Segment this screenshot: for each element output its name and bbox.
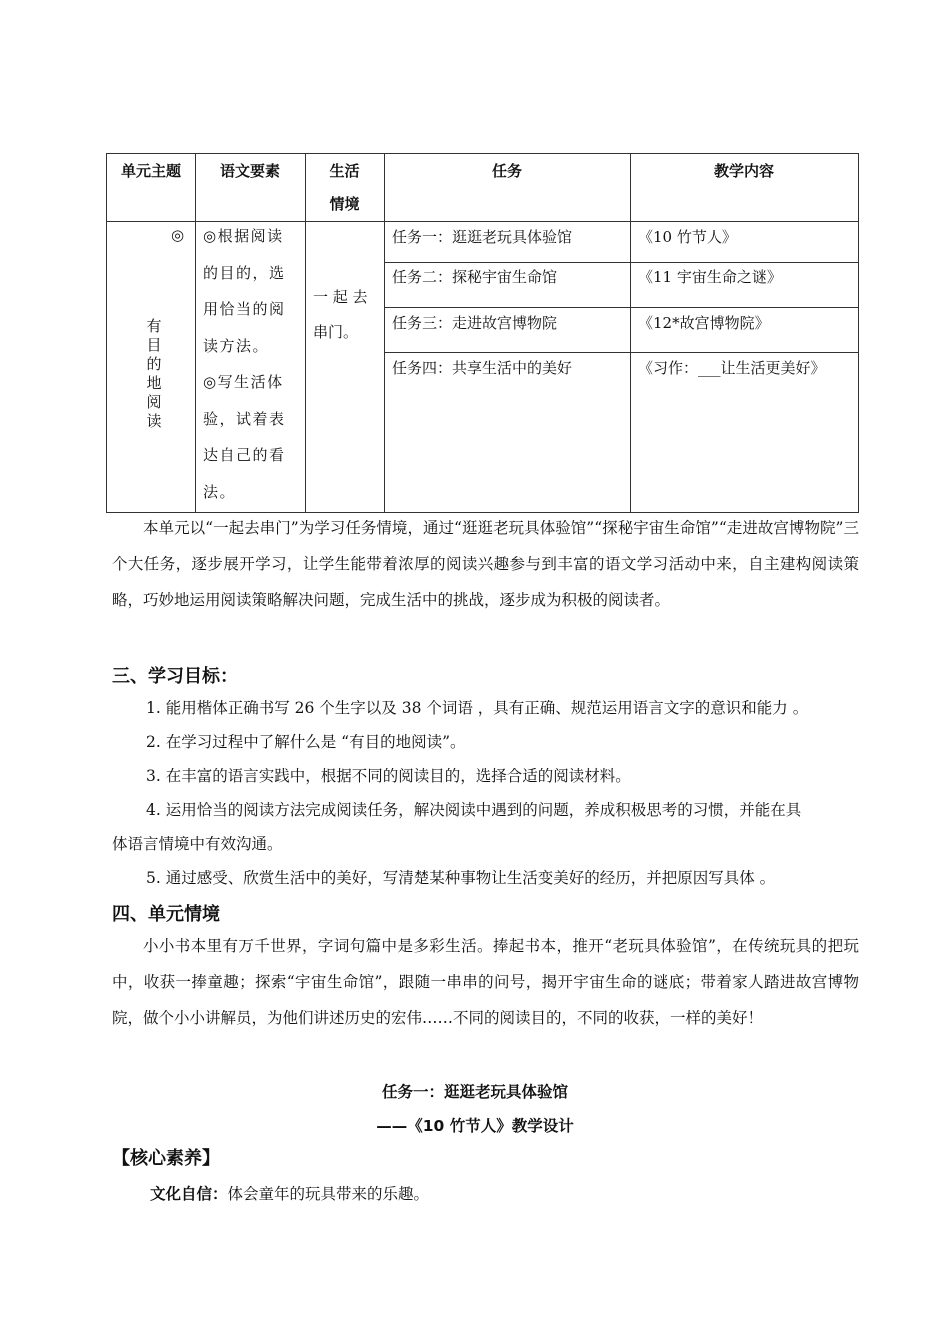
scene-text — [313, 280, 383, 350]
header-content: 教学内容 — [713, 162, 774, 180]
goal-item-2: 2. 在学习过程中了解什么是 “有目的地阅读”。 — [146, 733, 466, 751]
goal-item-4: 4. 运用恰当的阅读方法完成阅读任务，解决阅读中遇到的问题，养成积极思考的习惯，并能在具 — [146, 801, 802, 819]
lang-line: ◎根据阅读 — [203, 227, 284, 245]
lang-line: 法。 — [203, 482, 237, 501]
goal-item-1: 1. 能用楷体正确书写 26 个生字以及 38 个词语 ，具有正确、规范运用语言文字的意识和能力 。 — [146, 699, 809, 717]
culture-line — [150, 1182, 429, 1204]
content-4: 《习作：___让生活更美好》 — [638, 359, 826, 377]
theme-char: 的 — [146, 355, 162, 373]
core-literacy-title: 【核心素养】 — [112, 1148, 220, 1169]
scene-line: 一 起 去 — [313, 288, 368, 306]
lang-line: 达自己的看 — [203, 446, 286, 464]
theme-char: 目 — [146, 336, 162, 354]
header-task: 任务 — [491, 162, 522, 180]
content-2: 《11 宇宙生命之谜》 — [638, 268, 782, 286]
lang-elements-text — [203, 218, 303, 510]
theme-char: 地 — [146, 374, 162, 392]
intro-paragraph: 本单元以“一起去串门”为学习任务情境，通过“逛逛老玩具体验馆”“探秘宇宙生命馆”“走进故宫博物院”三个大任务，逐步展开学习，让学生能带着浓厚的阅读兴趣参与到丰富的语文学习活动中来，自主建构阅读策略，巧妙地运用阅读策略解决问题，完成生活中的挑战，逐步成为积极的阅读者。 — [112, 519, 859, 609]
theme-char: 有 — [146, 317, 162, 335]
goal-item-5: 5. 通过感受、欣赏生活中的美好，写清楚某种事物让生活变美好的经历，并把原因写具体 。 — [146, 869, 776, 887]
content-1: 《10 竹节人》 — [638, 228, 737, 246]
lang-line: ◎写生活体 — [203, 373, 284, 391]
culture-label: 文化自信： — [150, 1185, 228, 1203]
task1-subtitle: ——《10 竹节人》教学设计 — [376, 1117, 574, 1135]
goal-item-3: 3. 在丰富的语言实践中，根据不同的阅读目的，选择合适的阅读材料。 — [146, 767, 631, 785]
task1-title: 任务一：逛逛老玩具体验馆 — [381, 1083, 568, 1101]
task-4: 任务四：共享生活中的美好 — [392, 359, 573, 377]
header-scene-line1: 生活 — [329, 162, 360, 180]
theme-mark: ◎ — [171, 226, 185, 244]
section-3-title: 三、学习目标： — [112, 666, 238, 687]
header-lang-elements: 语文要素 — [219, 162, 280, 180]
culture-text: 体会童年的玩具带来的乐趣。 — [227, 1185, 430, 1203]
header-scene-line2: 情境 — [329, 195, 360, 213]
lang-line: 读方法。 — [203, 336, 270, 355]
lang-line: 验，试着表 — [203, 409, 286, 428]
lang-line: 的目的，选 — [203, 263, 286, 282]
header-theme: 单元主题 — [120, 162, 181, 180]
theme-text — [146, 317, 162, 431]
section-4-title: 四、单元情境 — [112, 904, 220, 925]
section-4-paragraph: 小小书本里有万千世界，字词句篇中是多彩生活。捧起书本，推开“老玩具体验馆”，在传统玩具的把玩中，收获一捧童趣；探索“宇宙生命馆”，跟随一串串的问号，揭开宇宙生命的谜底；带着家人踏进故宫博物院，做个小小讲解员，为他们讲述历史的宏伟……不同的阅读目的，不同的收获，一样的美好！ — [112, 937, 859, 1027]
scene-line: 串门。 — [313, 323, 359, 341]
content-3: 《12*故宫博物院》 — [638, 314, 770, 332]
theme-char: 读 — [146, 412, 162, 430]
task-1: 任务一：逛逛老玩具体验馆 — [392, 228, 573, 246]
goal-item-4-cont: 体语言情境中有效沟通。 — [112, 835, 283, 853]
theme-char: 阅 — [146, 393, 162, 411]
lang-line: 用恰当的阅 — [203, 300, 286, 318]
task-2: 任务二：探秘宇宙生命馆 — [392, 268, 558, 286]
task-3: 任务三：走进故宫博物院 — [392, 314, 558, 332]
